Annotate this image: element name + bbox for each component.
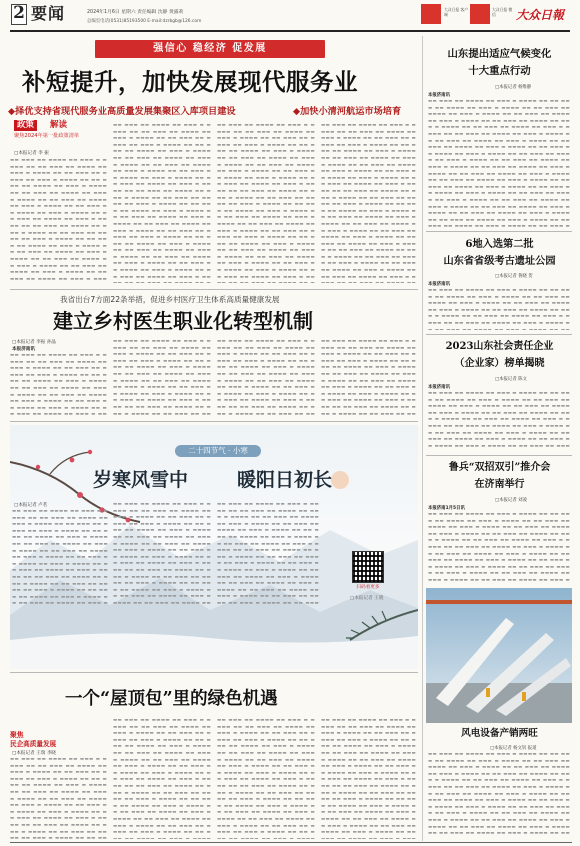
- plum-branch-2: [50, 452, 90, 474]
- doctor-headline: 建立乡村医生职业化转型机制: [53, 309, 313, 333]
- wind-caption: 风电设备产销两旺: [461, 728, 538, 739]
- lead-subhead-1: ◆择优支持省现代服务业高质量发展集聚区入库项目建设: [8, 106, 236, 117]
- solar-term-body-col-1: ▬▬ ▬▬▬ ▬▬ ▬▬▬▬ ▬▬ ▬▬▬ ▬ ▬▬▬▬ ▬▬ ▬▬ ▬▬▬ ▬▬ ▬▬▬▬ ▬▬ ▬▬▬ ▬ ▬▬▬▬ ▬▬ ▬▬ ▬▬▬ ▬▬ ▬▬▬▬ ▬▬ ▬▬▬ ▬ ▬▬▬▬ ▬▬ ▬▬ ▬▬▬ ▬▬ ▬▬▬▬ ▬▬ ▬▬▬ ▬ ▬▬▬▬ ▬▬ ▬▬ ▬▬▬ ▬▬ ▬▬▬▬ ▬▬ ▬▬▬ ▬ ▬▬▬▬ ▬▬ ▬▬ ▬▬▬ ▬▬ ▬▬▬▬ ▬▬ ▬▬▬ ▬ ▬▬▬▬ ▬▬ ▬▬ ▬▬▬ ▬▬ ▬▬▬▬ ▬▬ ▬▬▬ ▬ ▬▬▬▬ ▬▬ ▬▬ ▬▬▬ ▬▬ ▬▬▬▬ ▬▬ ▬▬▬ ▬ ▬▬▬▬ ▬▬ ▬▬ ▬▬▬ ▬▬ ▬▬▬▬ ▬▬ ▬▬▬ ▬ ▬▬▬▬ ▬▬ ▬▬ ▬▬▬ ▬▬ ▬▬▬▬ ▬▬ ▬▬▬ ▬ ▬▬▬▬ ▬▬ ▬▬ ▬▬▬ ▬▬ ▬▬▬▬ ▬▬ ▬▬▬ ▬ ▬▬▬▬ ▬▬ ▬▬ ▬▬▬ ▬▬ ▬▬▬▬ ▬▬ ▬▬▬ ▬: [12, 509, 108, 605]
- solar-term-bottom-rule: [10, 672, 418, 673]
- solar-term-headline-2: 暖阳日初长: [237, 469, 333, 491]
- doctor-bottom-rule: [10, 421, 418, 422]
- green-body-col-2: ▬▬ ▬▬▬ ▬▬ ▬▬▬▬ ▬▬ ▬▬▬ ▬ ▬▬▬▬ ▬▬ ▬▬ ▬▬▬ ▬▬ ▬▬▬▬ ▬▬ ▬▬▬ ▬ ▬▬▬▬ ▬▬ ▬▬ ▬▬▬ ▬▬ ▬▬▬▬ ▬▬ ▬▬▬ ▬ ▬▬▬▬ ▬▬ ▬▬ ▬▬▬ ▬▬ ▬▬▬▬ ▬▬ ▬▬▬ ▬ ▬▬▬▬ ▬▬ ▬▬ ▬▬▬ ▬▬ ▬▬▬▬ ▬▬ ▬▬▬ ▬ ▬▬▬▬ ▬▬ ▬▬ ▬▬▬ ▬▬ ▬▬▬▬ ▬▬ ▬▬▬ ▬ ▬▬▬▬ ▬▬ ▬▬ ▬▬▬ ▬▬ ▬▬▬▬ ▬▬ ▬▬▬ ▬ ▬▬▬▬ ▬▬ ▬▬ ▬▬▬ ▬▬ ▬▬▬▬ ▬▬ ▬▬▬ ▬ ▬▬▬▬ ▬▬ ▬▬ ▬▬▬ ▬▬ ▬▬▬▬ ▬▬ ▬▬▬ ▬ ▬▬▬▬ ▬▬ ▬▬ ▬▬▬ ▬▬ ▬▬▬▬ ▬▬ ▬▬▬ ▬ ▬▬▬▬ ▬▬ ▬▬ ▬▬▬ ▬▬ ▬▬▬▬ ▬▬ ▬▬▬ ▬ ▬▬▬▬ ▬▬ ▬▬ ▬▬▬ ▬▬ ▬▬▬▬ ▬▬ ▬▬▬ ▬ ▬▬▬▬ ▬▬ ▬▬ ▬▬▬ ▬▬ ▬▬▬▬ ▬▬ ▬▬▬ ▬ ▬▬▬▬ ▬▬ ▬▬ ▬▬▬ ▬▬ ▬▬▬▬ ▬▬ ▬▬▬ ▬ ▬▬▬▬ ▬▬ ▬▬ ▬: [113, 718, 211, 836]
- doctor-intro: 本报济南讯: [12, 347, 35, 352]
- lead-banner-text: 强信心 稳经济 促发展: [153, 43, 267, 54]
- wind-body: ▬▬ ▬▬▬ ▬▬ ▬▬▬▬ ▬▬ ▬▬▬ ▬ ▬▬▬▬ ▬▬ ▬▬ ▬▬▬ ▬▬ ▬▬▬▬ ▬▬ ▬▬▬ ▬ ▬▬▬▬ ▬▬ ▬▬ ▬▬▬ ▬▬ ▬▬▬▬ ▬▬ ▬▬▬ ▬ ▬▬▬▬ ▬▬ ▬▬ ▬▬▬ ▬▬ ▬▬▬▬ ▬▬ ▬▬▬ ▬ ▬▬▬▬ ▬▬ ▬▬ ▬▬▬ ▬▬ ▬▬▬▬ ▬▬ ▬▬▬ ▬ ▬▬▬▬ ▬▬ ▬▬ ▬▬▬ ▬▬ ▬▬▬▬ ▬▬ ▬▬▬ ▬ ▬▬▬▬ ▬▬ ▬▬ ▬▬▬ ▬▬ ▬▬▬▬ ▬▬ ▬▬▬ ▬ ▬▬▬▬ ▬▬ ▬▬ ▬▬▬ ▬▬ ▬▬▬▬ ▬▬ ▬▬▬ ▬ ▬▬▬▬ ▬▬ ▬▬ ▬▬▬ ▬▬ ▬▬▬▬ ▬▬ ▬▬▬ ▬ ▬▬▬▬ ▬▬ ▬▬ ▬▬▬ ▬▬ ▬▬▬▬ ▬▬ ▬▬▬ ▬ ▬▬▬▬ ▬▬ ▬▬ ▬▬▬ ▬▬ ▬▬▬▬ ▬▬ ▬▬▬ ▬ ▬▬▬▬ ▬▬ ▬▬ ▬▬▬ ▬▬ ▬▬▬▬ ▬▬ ▬▬▬ ▬ ▬▬▬▬ ▬▬ ▬▬ ▬▬▬ ▬▬ ▬▬▬▬ ▬▬ ▬▬▬ ▬ ▬▬▬▬ ▬▬ ▬▬ ▬▬▬ ▬▬ ▬▬▬▬ ▬▬ ▬▬▬ ▬ ▬▬▬▬ ▬▬ ▬▬ ▬▬▬ ▬▬ ▬▬▬▬ ▬▬ ▬▬▬ ▬ ▬▬▬▬ ▬▬ ▬▬: [428, 752, 570, 837]
- lubing-body: ▬▬ ▬▬▬ ▬▬ ▬▬▬▬ ▬▬ ▬▬▬ ▬ ▬▬▬▬ ▬▬ ▬▬ ▬▬▬ ▬▬ ▬▬▬▬ ▬▬ ▬▬▬ ▬ ▬▬▬▬ ▬▬ ▬▬ ▬▬▬ ▬▬ ▬▬▬▬ ▬▬ ▬▬▬ ▬ ▬▬▬▬ ▬▬ ▬▬ ▬▬▬ ▬▬ ▬▬▬▬ ▬▬ ▬▬▬ ▬ ▬▬▬▬ ▬▬ ▬▬ ▬▬▬ ▬▬ ▬▬▬▬ ▬▬ ▬▬▬ ▬ ▬▬▬▬ ▬▬ ▬▬ ▬▬▬ ▬▬ ▬▬▬▬ ▬▬ ▬▬▬ ▬ ▬▬▬▬ ▬▬ ▬▬ ▬▬▬ ▬▬ ▬▬▬▬ ▬▬ ▬▬▬ ▬ ▬▬▬▬ ▬▬ ▬▬ ▬▬▬ ▬▬ ▬▬▬▬ ▬▬ ▬▬▬ ▬ ▬▬▬▬ ▬▬ ▬▬ ▬▬▬ ▬▬ ▬▬▬▬ ▬▬ ▬▬▬ ▬ ▬▬▬▬ ▬▬ ▬▬ ▬▬▬ ▬▬ ▬▬▬▬ ▬▬ ▬▬▬ ▬ ▬▬▬▬ ▬▬ ▬▬ ▬▬▬ ▬▬ ▬▬▬▬ ▬▬ ▬▬▬ ▬ ▬▬▬▬ ▬▬ ▬▬ ▬▬▬ ▬▬ ▬▬▬▬ ▬▬ ▬▬▬ ▬ ▬▬▬▬ ▬▬ ▬▬ ▬▬▬ ▬▬ ▬▬▬▬ ▬▬ ▬▬▬ ▬: [428, 512, 570, 582]
- green-headline: 一个“屋顶包”里的绿色机遇: [65, 689, 278, 709]
- sites-rule: [426, 334, 572, 335]
- green-tag-2: 民企高质量发展: [10, 740, 57, 748]
- lead-subhead-2: ◆加快小清河航运市场培育: [293, 106, 402, 117]
- solar-term-body-col-3: ▬▬ ▬▬▬ ▬▬ ▬▬▬▬ ▬▬ ▬▬▬ ▬ ▬▬▬▬ ▬▬ ▬▬ ▬▬▬ ▬▬ ▬▬▬▬ ▬▬ ▬▬▬ ▬ ▬▬▬▬ ▬▬ ▬▬ ▬▬▬ ▬▬ ▬▬▬▬ ▬▬ ▬▬▬ ▬ ▬▬▬▬ ▬▬ ▬▬ ▬▬▬ ▬▬ ▬▬▬▬ ▬▬ ▬▬▬ ▬ ▬▬▬▬ ▬▬ ▬▬ ▬▬▬ ▬▬ ▬▬▬▬ ▬▬ ▬▬▬ ▬ ▬▬▬▬ ▬▬ ▬▬ ▬▬▬ ▬▬ ▬▬▬▬ ▬▬ ▬▬▬ ▬ ▬▬▬▬ ▬▬ ▬▬ ▬▬▬ ▬▬ ▬▬▬▬ ▬▬ ▬▬▬ ▬ ▬▬▬▬ ▬▬ ▬▬ ▬▬▬ ▬▬ ▬▬▬▬ ▬▬ ▬▬▬ ▬ ▬▬▬▬ ▬▬ ▬▬ ▬▬▬ ▬▬ ▬▬▬▬ ▬▬ ▬▬▬ ▬ ▬▬▬▬ ▬▬ ▬▬ ▬▬▬ ▬▬ ▬▬▬▬ ▬▬ ▬▬▬ ▬ ▬▬▬▬ ▬▬ ▬▬ ▬▬▬ ▬▬ ▬▬▬▬ ▬▬ ▬▬▬ ▬ ▬▬▬▬ ▬▬ ▬▬ ▬▬▬ ▬▬ ▬▬▬▬ ▬▬ ▬▬▬ ▬ ▬▬▬▬ ▬▬ ▬▬ ▬▬▬ ▬▬ ▬▬▬▬ ▬▬ ▬▬▬ ▬ ▬▬▬▬ ▬▬ ▬▬ ▬▬▬: [217, 502, 319, 605]
- sites-body: ▬▬ ▬▬▬ ▬▬ ▬▬▬▬ ▬▬ ▬▬▬ ▬ ▬▬▬▬ ▬▬ ▬▬ ▬▬▬ ▬▬ ▬▬▬▬ ▬▬ ▬▬▬ ▬ ▬▬▬▬ ▬▬ ▬▬ ▬▬▬ ▬▬ ▬▬▬▬ ▬▬ ▬▬▬ ▬ ▬▬▬▬ ▬▬ ▬▬ ▬▬▬ ▬▬ ▬▬▬▬ ▬▬ ▬▬▬ ▬ ▬▬▬▬ ▬▬ ▬▬ ▬▬▬ ▬▬ ▬▬▬▬ ▬▬ ▬▬▬ ▬ ▬▬▬▬ ▬▬ ▬▬ ▬▬▬ ▬▬ ▬▬▬▬ ▬▬ ▬▬▬ ▬ ▬▬▬▬ ▬▬ ▬▬ ▬▬▬ ▬▬ ▬▬▬▬ ▬▬ ▬▬▬ ▬ ▬▬▬▬ ▬: [428, 288, 570, 326]
- wind-byline: □本报记者 杨文钊 报道: [490, 746, 537, 751]
- solar-term-credit: □本报记者 王晓: [350, 596, 384, 601]
- solar-term-headline-1: 岁寒风雪中: [93, 469, 189, 491]
- csr-intro: 本报济南讯: [428, 385, 450, 390]
- lead-headline: 补短提升，加快发展现代服务业: [22, 68, 358, 96]
- date-line: 2024年1月6日 星期六 责任编辑 沈静 黄露莉: [87, 10, 184, 15]
- app-qr-1: [421, 4, 441, 24]
- winter-sun: [331, 471, 349, 489]
- doctor-byline: □本报记者 李振 孙晶: [12, 340, 57, 345]
- lead-byline: □本报记者 李 振: [14, 151, 49, 156]
- climate-byline: □本报记者 杨维静: [495, 85, 532, 90]
- plum-blossom: [77, 492, 83, 498]
- doctor-body-col-1: ▬▬ ▬▬▬ ▬▬ ▬▬▬▬ ▬▬ ▬▬▬ ▬ ▬▬▬▬ ▬▬ ▬▬ ▬▬▬ ▬▬ ▬▬▬▬ ▬▬ ▬▬▬ ▬ ▬▬▬▬ ▬▬ ▬▬ ▬▬▬ ▬▬ ▬▬▬▬ ▬▬ ▬▬▬ ▬ ▬▬▬▬ ▬▬ ▬▬ ▬▬▬ ▬▬ ▬▬▬▬ ▬▬ ▬▬▬ ▬ ▬▬▬▬ ▬▬ ▬▬ ▬▬▬ ▬▬ ▬▬▬▬ ▬▬ ▬▬▬ ▬ ▬▬▬▬ ▬▬ ▬▬ ▬▬▬ ▬▬ ▬▬▬▬ ▬▬ ▬▬▬ ▬ ▬▬▬▬ ▬▬ ▬▬ ▬▬▬ ▬▬ ▬▬▬▬ ▬▬ ▬▬▬ ▬ ▬▬▬▬ ▬▬ ▬▬ ▬▬▬ ▬▬ ▬▬▬▬ ▬▬ ▬▬▬ ▬ ▬▬: [10, 353, 107, 417]
- crane-beam: [426, 600, 572, 604]
- wind-turbine-photo: [426, 588, 572, 723]
- sites-byline: □本报记者 鲁晓 贺: [495, 274, 533, 279]
- csr-headline-1: 2023山东社会责任企业: [445, 341, 554, 352]
- section-name: 要闻: [31, 4, 66, 23]
- sites-headline-2: 山东省省级考古遗址公园: [443, 255, 556, 267]
- policy-tag-2: 解读: [50, 120, 68, 130]
- contact-line: 总编室电话(0531)85193500 E-mail:dzrbgb@126.com: [87, 19, 202, 24]
- green-body-col-1: ▬▬ ▬▬▬ ▬▬ ▬▬▬▬ ▬▬ ▬▬▬ ▬ ▬▬▬▬ ▬▬ ▬▬ ▬▬▬ ▬▬ ▬▬▬▬ ▬▬ ▬▬▬ ▬ ▬▬▬▬ ▬▬ ▬▬ ▬▬▬ ▬▬ ▬▬▬▬ ▬▬ ▬▬▬ ▬ ▬▬▬▬ ▬▬ ▬▬ ▬▬▬ ▬▬ ▬▬▬▬ ▬▬ ▬▬▬ ▬ ▬▬▬▬ ▬▬ ▬▬ ▬▬▬ ▬▬ ▬▬▬▬ ▬▬ ▬▬▬ ▬ ▬▬▬▬ ▬▬ ▬▬ ▬▬▬ ▬▬ ▬▬▬▬ ▬▬ ▬▬▬ ▬ ▬▬▬▬ ▬▬ ▬▬ ▬▬▬ ▬▬ ▬▬▬▬ ▬▬ ▬▬▬ ▬ ▬▬▬▬ ▬▬ ▬▬ ▬▬▬ ▬▬ ▬▬▬▬ ▬▬ ▬▬▬ ▬ ▬▬▬▬ ▬▬ ▬▬ ▬▬▬ ▬▬ ▬▬▬▬ ▬▬ ▬▬▬ ▬ ▬▬▬▬ ▬▬ ▬▬ ▬▬▬ ▬▬ ▬▬▬▬ ▬▬ ▬▬▬ ▬ ▬▬▬▬ ▬▬ ▬▬ ▬▬: [10, 757, 107, 839]
- masthead-rule: [10, 30, 570, 32]
- worker: [522, 692, 526, 701]
- climate-headline-1: 山东提出适应气候变化: [447, 48, 552, 60]
- lubing-intro: 本报济南1月5日讯: [428, 506, 465, 511]
- climate-intro: 本报济南讯: [428, 93, 450, 98]
- qr-code[interactable]: [352, 551, 384, 583]
- csr-headline-2: （企业家）榜单揭晓: [454, 358, 545, 369]
- sites-intro: 本报济南讯: [428, 282, 450, 287]
- lead-bottom-rule: [10, 289, 418, 290]
- page-bottom-rule: [10, 842, 572, 843]
- lubing-headline-2: 在济南举行: [474, 479, 525, 490]
- solar-term-byline: □本报记者 卢茗: [14, 503, 48, 508]
- lead-body-col-4: ▬▬ ▬▬▬ ▬▬ ▬▬▬▬ ▬▬ ▬▬▬ ▬ ▬▬▬▬ ▬▬ ▬▬ ▬▬▬ ▬▬ ▬▬▬▬ ▬▬ ▬▬▬ ▬ ▬▬▬▬ ▬▬ ▬▬ ▬▬▬ ▬▬ ▬▬▬▬ ▬▬ ▬▬▬ ▬ ▬▬▬▬ ▬▬ ▬▬ ▬▬▬ ▬▬ ▬▬▬▬ ▬▬ ▬▬▬ ▬ ▬▬▬▬ ▬▬ ▬▬ ▬▬▬ ▬▬ ▬▬▬▬ ▬▬ ▬▬▬ ▬ ▬▬▬▬ ▬▬ ▬▬ ▬▬▬ ▬▬ ▬▬▬▬ ▬▬ ▬▬▬ ▬ ▬▬▬▬ ▬▬ ▬▬ ▬▬▬ ▬▬ ▬▬▬▬ ▬▬ ▬▬▬ ▬ ▬▬▬▬ ▬▬ ▬▬ ▬▬▬ ▬▬ ▬▬▬▬ ▬▬ ▬▬▬ ▬ ▬▬▬▬ ▬▬ ▬▬ ▬▬▬ ▬▬ ▬▬▬▬ ▬▬ ▬▬▬ ▬ ▬▬▬▬ ▬▬ ▬▬ ▬▬▬ ▬▬ ▬▬▬▬ ▬▬ ▬▬▬ ▬ ▬▬▬▬ ▬▬ ▬▬ ▬▬▬ ▬▬ ▬▬▬▬ ▬▬ ▬▬▬ ▬ ▬▬▬▬ ▬▬ ▬▬ ▬▬▬ ▬▬ ▬▬▬▬ ▬▬ ▬▬▬ ▬ ▬▬▬▬ ▬▬ ▬▬ ▬▬▬ ▬▬ ▬▬▬▬ ▬▬ ▬▬▬ ▬ ▬▬▬▬ ▬▬ ▬▬ ▬▬▬ ▬▬ ▬▬▬▬ ▬▬ ▬▬▬ ▬ ▬▬▬▬ ▬▬ ▬▬ ▬▬▬ ▬▬ ▬▬▬▬ ▬▬ ▬▬▬ ▬ ▬▬▬▬ ▬▬ ▬▬ ▬▬▬ ▬▬ ▬▬▬▬ ▬▬ ▬▬▬ ▬ ▬▬▬▬ ▬▬ ▬▬ ▬▬▬ ▬▬ ▬▬▬▬ ▬▬ ▬▬▬ ▬ ▬▬▬▬ ▬▬ ▬▬ ▬▬▬ ▬▬ ▬▬▬▬ ▬▬ ▬▬▬ ▬ ▬▬▬▬ ▬▬ ▬▬ ▬▬▬ ▬▬ ▬▬▬▬ ▬▬ ▬▬▬ ▬ ▬: [321, 123, 416, 280]
- app-label-1: 大众日报 客户端: [444, 7, 468, 17]
- climate-rule: [426, 231, 572, 232]
- climate-body: ▬▬ ▬▬▬ ▬▬ ▬▬▬▬ ▬▬ ▬▬▬ ▬ ▬▬▬▬ ▬▬ ▬▬ ▬▬▬ ▬▬ ▬▬▬▬ ▬▬ ▬▬▬ ▬ ▬▬▬▬ ▬▬ ▬▬ ▬▬▬ ▬▬ ▬▬▬▬ ▬▬ ▬▬▬ ▬ ▬▬▬▬ ▬▬ ▬▬ ▬▬▬ ▬▬ ▬▬▬▬ ▬▬ ▬▬▬ ▬ ▬▬▬▬ ▬▬ ▬▬ ▬▬▬ ▬▬ ▬▬▬▬ ▬▬ ▬▬▬ ▬ ▬▬▬▬ ▬▬ ▬▬ ▬▬▬ ▬▬ ▬▬▬▬ ▬▬ ▬▬▬ ▬ ▬▬▬▬ ▬▬ ▬▬ ▬▬▬ ▬▬ ▬▬▬▬ ▬▬ ▬▬▬ ▬ ▬▬▬▬ ▬▬ ▬▬ ▬▬▬ ▬▬ ▬▬▬▬ ▬▬ ▬▬▬ ▬ ▬▬▬▬ ▬▬ ▬▬ ▬▬▬ ▬▬ ▬▬▬▬ ▬▬ ▬▬▬ ▬ ▬▬▬▬ ▬▬ ▬▬ ▬▬▬ ▬▬ ▬▬▬▬ ▬▬ ▬▬▬ ▬ ▬▬▬▬ ▬▬ ▬▬ ▬▬▬ ▬▬ ▬▬▬▬ ▬▬ ▬▬▬ ▬ ▬▬▬▬ ▬▬ ▬▬ ▬▬▬ ▬▬ ▬▬▬▬ ▬▬ ▬▬▬ ▬ ▬▬▬▬ ▬▬ ▬▬ ▬▬▬ ▬▬ ▬▬▬▬ ▬▬ ▬▬▬ ▬ ▬▬▬▬ ▬▬ ▬▬ ▬▬▬ ▬▬ ▬▬▬▬ ▬▬ ▬▬▬ ▬ ▬▬▬▬ ▬▬ ▬▬ ▬▬▬ ▬▬ ▬▬▬▬ ▬▬ ▬▬▬ ▬ ▬▬▬▬ ▬▬ ▬▬ ▬▬▬ ▬▬ ▬▬▬▬ ▬▬ ▬▬▬ ▬ ▬▬▬▬ ▬▬ ▬▬ ▬▬▬ ▬▬ ▬▬▬▬ ▬▬ ▬▬▬ ▬ ▬▬▬▬ ▬▬ ▬▬ ▬▬▬ ▬▬ ▬▬▬▬ ▬▬ ▬▬▬ ▬ ▬▬▬▬ ▬▬ ▬▬ ▬▬▬ ▬▬ ▬▬▬▬ ▬▬ ▬▬▬ ▬ ▬▬▬▬ ▬▬ ▬▬ ▬▬▬ ▬▬ ▬▬▬▬ ▬▬ ▬▬▬ ▬ ▬▬▬▬ ▬▬ ▬▬ ▬▬▬ ▬▬ ▬▬▬▬ ▬▬ ▬▬▬ ▬ ▬▬▬▬ ▬▬ ▬▬ ▬▬▬ ▬▬ ▬▬▬▬ ▬▬ ▬▬▬ ▬ ▬▬▬▬ ▬▬ ▬▬ ▬▬▬ ▬▬ ▬▬▬▬ ▬▬ ▬▬▬ ▬ ▬▬▬▬ ▬▬ ▬▬ ▬▬▬ ▬: [428, 99, 570, 227]
- sidebar-divider: [422, 36, 423, 841]
- csr-rule: [426, 455, 572, 456]
- plum-blossom: [36, 465, 40, 469]
- climate-headline-2: 十大重点行动: [468, 65, 531, 77]
- doctor-body-col-4: ▬▬ ▬▬▬ ▬▬ ▬▬▬▬ ▬▬ ▬▬▬ ▬ ▬▬▬▬ ▬▬ ▬▬ ▬▬▬ ▬▬ ▬▬▬▬ ▬▬ ▬▬▬ ▬ ▬▬▬▬ ▬▬ ▬▬ ▬▬▬ ▬▬ ▬▬▬▬ ▬▬ ▬▬▬ ▬ ▬▬▬▬ ▬▬ ▬▬ ▬▬▬ ▬▬ ▬▬▬▬ ▬▬ ▬▬▬ ▬ ▬▬▬▬ ▬▬ ▬▬ ▬▬▬ ▬▬ ▬▬▬▬ ▬▬ ▬▬▬ ▬ ▬▬▬▬ ▬▬ ▬▬ ▬▬▬ ▬▬ ▬▬▬▬ ▬▬ ▬▬▬ ▬ ▬▬▬▬ ▬▬ ▬▬ ▬▬▬ ▬▬ ▬▬▬▬ ▬▬ ▬▬▬ ▬ ▬▬▬▬ ▬▬ ▬▬ ▬▬▬ ▬▬ ▬▬▬▬ ▬▬ ▬▬▬ ▬ ▬▬▬▬ ▬▬ ▬▬ ▬▬▬ ▬▬ ▬▬▬▬ ▬▬ ▬▬▬ ▬ ▬▬▬▬ ▬▬ ▬▬ ▬▬▬ ▬▬ ▬▬: [321, 339, 416, 417]
- lubing-headline-1: 鲁兵“双招双引”推介会: [448, 462, 551, 473]
- green-body-col-4: ▬▬ ▬▬▬ ▬▬ ▬▬▬▬ ▬▬ ▬▬▬ ▬ ▬▬▬▬ ▬▬ ▬▬ ▬▬▬ ▬▬ ▬▬▬▬ ▬▬ ▬▬▬ ▬ ▬▬▬▬ ▬▬ ▬▬ ▬▬▬ ▬▬ ▬▬▬▬ ▬▬ ▬▬▬ ▬ ▬▬▬▬ ▬▬ ▬▬ ▬▬▬ ▬▬ ▬▬▬▬ ▬▬ ▬▬▬ ▬ ▬▬▬▬ ▬▬ ▬▬ ▬▬▬ ▬▬ ▬▬▬▬ ▬▬ ▬▬▬ ▬ ▬▬▬▬ ▬▬ ▬▬ ▬▬▬ ▬▬ ▬▬▬▬ ▬▬ ▬▬▬ ▬ ▬▬▬▬ ▬▬ ▬▬ ▬▬▬ ▬▬ ▬▬▬▬ ▬▬ ▬▬▬ ▬ ▬▬▬▬ ▬▬ ▬▬ ▬▬▬ ▬▬ ▬▬▬▬ ▬▬ ▬▬▬ ▬ ▬▬▬▬ ▬▬ ▬▬ ▬▬▬ ▬▬ ▬▬▬▬ ▬▬ ▬▬▬ ▬ ▬▬▬▬ ▬▬ ▬▬ ▬▬▬ ▬▬ ▬▬▬▬ ▬▬ ▬▬▬ ▬ ▬▬▬▬ ▬▬ ▬▬ ▬▬▬ ▬▬ ▬▬▬▬ ▬▬ ▬▬▬ ▬ ▬▬▬▬ ▬▬ ▬▬ ▬▬▬ ▬▬ ▬▬▬▬ ▬▬ ▬▬▬ ▬ ▬▬▬▬ ▬▬ ▬▬ ▬▬▬ ▬▬ ▬▬▬▬ ▬▬ ▬▬▬ ▬ ▬▬▬▬ ▬▬ ▬▬ ▬▬▬ ▬▬ ▬▬▬▬ ▬▬ ▬▬▬ ▬ ▬▬▬▬ ▬▬ ▬▬: [321, 718, 416, 836]
- sites-headline-1: 6地入选第二批: [465, 238, 534, 250]
- green-tag: 聚焦: [10, 731, 24, 739]
- solar-term-badge: 二十四节气 · 小寒: [175, 445, 261, 457]
- doctor-body-col-3: ▬▬ ▬▬▬ ▬▬ ▬▬▬▬ ▬▬ ▬▬▬ ▬ ▬▬▬▬ ▬▬ ▬▬ ▬▬▬ ▬▬ ▬▬▬▬ ▬▬ ▬▬▬ ▬ ▬▬▬▬ ▬▬ ▬▬ ▬▬▬ ▬▬ ▬▬▬▬ ▬▬ ▬▬▬ ▬ ▬▬▬▬ ▬▬ ▬▬ ▬▬▬ ▬▬ ▬▬▬▬ ▬▬ ▬▬▬ ▬ ▬▬▬▬ ▬▬ ▬▬ ▬▬▬ ▬▬ ▬▬▬▬ ▬▬ ▬▬▬ ▬ ▬▬▬▬ ▬▬ ▬▬ ▬▬▬ ▬▬ ▬▬▬▬ ▬▬ ▬▬▬ ▬ ▬▬▬▬ ▬▬ ▬▬ ▬▬▬ ▬▬ ▬▬▬▬ ▬▬ ▬▬▬ ▬ ▬▬▬▬ ▬▬ ▬▬ ▬▬▬ ▬▬ ▬▬▬▬ ▬▬ ▬▬▬ ▬ ▬▬▬▬ ▬▬ ▬▬ ▬▬▬ ▬▬ ▬▬▬▬ ▬▬ ▬▬▬ ▬ ▬▬▬▬ ▬▬ ▬▬ ▬▬▬ ▬▬ ▬▬: [217, 339, 315, 417]
- green-byline: □本报记者 王瑞 李晓: [12, 751, 57, 756]
- lead-body-col-2: ▬▬ ▬▬▬ ▬▬ ▬▬▬▬ ▬▬ ▬▬▬ ▬ ▬▬▬▬ ▬▬ ▬▬ ▬▬▬ ▬▬ ▬▬▬▬ ▬▬ ▬▬▬ ▬ ▬▬▬▬ ▬▬ ▬▬ ▬▬▬ ▬▬ ▬▬▬▬ ▬▬ ▬▬▬ ▬ ▬▬▬▬ ▬▬ ▬▬ ▬▬▬ ▬▬ ▬▬▬▬ ▬▬ ▬▬▬ ▬ ▬▬▬▬ ▬▬ ▬▬ ▬▬▬ ▬▬ ▬▬▬▬ ▬▬ ▬▬▬ ▬ ▬▬▬▬ ▬▬ ▬▬ ▬▬▬ ▬▬ ▬▬▬▬ ▬▬ ▬▬▬ ▬ ▬▬▬▬ ▬▬ ▬▬ ▬▬▬ ▬▬ ▬▬▬▬ ▬▬ ▬▬▬ ▬ ▬▬▬▬ ▬▬ ▬▬ ▬▬▬ ▬▬ ▬▬▬▬ ▬▬ ▬▬▬ ▬ ▬▬▬▬ ▬▬ ▬▬ ▬▬▬ ▬▬ ▬▬▬▬ ▬▬ ▬▬▬ ▬ ▬▬▬▬ ▬▬ ▬▬ ▬▬▬ ▬▬ ▬▬▬▬ ▬▬ ▬▬▬ ▬ ▬▬▬▬ ▬▬ ▬▬ ▬▬▬ ▬▬ ▬▬▬▬ ▬▬ ▬▬▬ ▬ ▬▬▬▬ ▬▬ ▬▬ ▬▬▬ ▬▬ ▬▬▬▬ ▬▬ ▬▬▬ ▬ ▬▬▬▬ ▬▬ ▬▬ ▬▬▬ ▬▬ ▬▬▬▬ ▬▬ ▬▬▬ ▬ ▬▬▬▬ ▬▬ ▬▬ ▬▬▬ ▬▬ ▬▬▬▬ ▬▬ ▬▬▬ ▬ ▬▬▬▬ ▬▬ ▬▬ ▬▬▬ ▬▬ ▬▬▬▬ ▬▬ ▬▬▬ ▬ ▬▬▬▬ ▬▬ ▬▬ ▬▬▬ ▬▬ ▬▬▬▬ ▬▬ ▬▬▬ ▬ ▬▬▬▬ ▬▬ ▬▬ ▬▬▬ ▬▬ ▬▬▬▬ ▬▬ ▬▬▬ ▬ ▬▬▬▬ ▬▬ ▬▬ ▬▬▬ ▬▬ ▬▬▬▬ ▬▬ ▬▬▬ ▬ ▬▬▬▬ ▬▬ ▬▬ ▬▬▬ ▬▬ ▬▬▬▬ ▬▬ ▬▬▬ ▬ ▬▬: [113, 123, 211, 280]
- lubing-byline: □本报记者 刘凌: [495, 498, 527, 503]
- policy-tag: 政策: [14, 120, 37, 131]
- solar-term-body-col-2: ▬▬ ▬▬▬ ▬▬ ▬▬▬▬ ▬▬ ▬▬▬ ▬ ▬▬▬▬ ▬▬ ▬▬ ▬▬▬ ▬▬ ▬▬▬▬ ▬▬ ▬▬▬ ▬ ▬▬▬▬ ▬▬ ▬▬ ▬▬▬ ▬▬ ▬▬▬▬ ▬▬ ▬▬▬ ▬ ▬▬▬▬ ▬▬ ▬▬ ▬▬▬ ▬▬ ▬▬▬▬ ▬▬ ▬▬▬ ▬ ▬▬▬▬ ▬▬ ▬▬ ▬▬▬ ▬▬ ▬▬▬▬ ▬▬ ▬▬▬ ▬ ▬▬▬▬ ▬▬ ▬▬ ▬▬▬ ▬▬ ▬▬▬▬ ▬▬ ▬▬▬ ▬ ▬▬▬▬ ▬▬ ▬▬ ▬▬▬ ▬▬ ▬▬▬▬ ▬▬ ▬▬▬ ▬ ▬▬▬▬ ▬▬ ▬▬ ▬▬▬ ▬▬ ▬▬▬▬ ▬▬ ▬▬▬ ▬ ▬▬▬▬ ▬▬ ▬▬ ▬▬▬ ▬▬ ▬▬▬▬ ▬▬ ▬▬▬ ▬ ▬▬▬▬ ▬▬ ▬▬ ▬▬▬ ▬▬ ▬▬▬▬ ▬▬ ▬▬▬ ▬ ▬▬▬▬ ▬▬ ▬▬ ▬▬▬ ▬▬ ▬▬▬▬ ▬▬ ▬▬▬ ▬ ▬▬▬▬ ▬▬ ▬▬ ▬▬▬ ▬▬ ▬▬▬▬ ▬▬ ▬▬▬ ▬ ▬▬▬▬ ▬▬ ▬▬ ▬▬▬ ▬▬ ▬▬▬▬ ▬▬: [113, 502, 211, 605]
- lead-body-col-1: ▬▬ ▬▬▬ ▬▬ ▬▬▬▬ ▬▬ ▬▬▬ ▬ ▬▬▬▬ ▬▬ ▬▬ ▬▬▬ ▬▬ ▬▬▬▬ ▬▬ ▬▬▬ ▬ ▬▬▬▬ ▬▬ ▬▬ ▬▬▬ ▬▬ ▬▬▬▬ ▬▬ ▬▬▬ ▬ ▬▬▬▬ ▬▬ ▬▬ ▬▬▬ ▬▬ ▬▬▬▬ ▬▬ ▬▬▬ ▬ ▬▬▬▬ ▬▬ ▬▬ ▬▬▬ ▬▬ ▬▬▬▬ ▬▬ ▬▬▬ ▬ ▬▬▬▬ ▬▬ ▬▬ ▬▬▬ ▬▬ ▬▬▬▬ ▬▬ ▬▬▬ ▬ ▬▬▬▬ ▬▬ ▬▬ ▬▬▬ ▬▬ ▬▬▬▬ ▬▬ ▬▬▬ ▬ ▬▬▬▬ ▬▬ ▬▬ ▬▬▬ ▬▬ ▬▬▬▬ ▬▬ ▬▬▬ ▬ ▬▬▬▬ ▬▬ ▬▬ ▬▬▬ ▬▬ ▬▬▬▬ ▬▬ ▬▬▬ ▬ ▬▬▬▬ ▬▬ ▬▬ ▬▬▬ ▬▬ ▬▬▬▬ ▬▬ ▬▬▬ ▬ ▬▬▬▬ ▬▬ ▬▬ ▬▬▬ ▬▬ ▬▬▬▬ ▬▬ ▬▬▬ ▬ ▬▬▬▬ ▬▬ ▬▬ ▬▬▬ ▬▬ ▬▬▬▬ ▬▬ ▬▬▬ ▬ ▬▬▬▬ ▬▬ ▬▬ ▬▬▬ ▬▬ ▬▬▬▬ ▬▬ ▬▬▬ ▬ ▬▬▬▬ ▬▬ ▬▬ ▬▬▬ ▬▬ ▬▬▬▬ ▬▬ ▬▬▬ ▬ ▬▬▬▬ ▬▬ ▬▬ ▬▬▬ ▬▬ ▬▬▬▬ ▬▬ ▬▬▬ ▬ ▬▬▬: [10, 158, 107, 282]
- plum-blossom: [88, 450, 92, 454]
- plum-blossom: [70, 458, 75, 463]
- app-label-2: 大众日报 微信: [492, 7, 513, 17]
- page-number: 2: [13, 3, 25, 23]
- masthead: [0, 0, 580, 32]
- green-body-col-3: ▬▬ ▬▬▬ ▬▬ ▬▬▬▬ ▬▬ ▬▬▬ ▬ ▬▬▬▬ ▬▬ ▬▬ ▬▬▬ ▬▬ ▬▬▬▬ ▬▬ ▬▬▬ ▬ ▬▬▬▬ ▬▬ ▬▬ ▬▬▬ ▬▬ ▬▬▬▬ ▬▬ ▬▬▬ ▬ ▬▬▬▬ ▬▬ ▬▬ ▬▬▬ ▬▬ ▬▬▬▬ ▬▬ ▬▬▬ ▬ ▬▬▬▬ ▬▬ ▬▬ ▬▬▬ ▬▬ ▬▬▬▬ ▬▬ ▬▬▬ ▬ ▬▬▬▬ ▬▬ ▬▬ ▬▬▬ ▬▬ ▬▬▬▬ ▬▬ ▬▬▬ ▬ ▬▬▬▬ ▬▬ ▬▬ ▬▬▬ ▬▬ ▬▬▬▬ ▬▬ ▬▬▬ ▬ ▬▬▬▬ ▬▬ ▬▬ ▬▬▬ ▬▬ ▬▬▬▬ ▬▬ ▬▬▬ ▬ ▬▬▬▬ ▬▬ ▬▬ ▬▬▬ ▬▬ ▬▬▬▬ ▬▬ ▬▬▬ ▬ ▬▬▬▬ ▬▬ ▬▬ ▬▬▬ ▬▬ ▬▬▬▬ ▬▬ ▬▬▬ ▬ ▬▬▬▬ ▬▬ ▬▬ ▬▬▬ ▬▬ ▬▬▬▬ ▬▬ ▬▬▬ ▬ ▬▬▬▬ ▬▬ ▬▬ ▬▬▬ ▬▬ ▬▬▬▬ ▬▬ ▬▬▬ ▬ ▬▬▬▬ ▬▬ ▬▬ ▬▬▬ ▬▬ ▬▬▬▬ ▬▬ ▬▬▬ ▬ ▬▬▬▬ ▬▬ ▬▬ ▬▬▬ ▬▬ ▬▬▬▬ ▬▬ ▬▬▬ ▬ ▬▬▬▬ ▬▬ ▬▬ ▬: [217, 718, 315, 836]
- policy-sub: 聚焦2024年第一批政策清单: [14, 133, 80, 139]
- doctor-body-col-2: ▬▬ ▬▬▬ ▬▬ ▬▬▬▬ ▬▬ ▬▬▬ ▬ ▬▬▬▬ ▬▬ ▬▬ ▬▬▬ ▬▬ ▬▬▬▬ ▬▬ ▬▬▬ ▬ ▬▬▬▬ ▬▬ ▬▬ ▬▬▬ ▬▬ ▬▬▬▬ ▬▬ ▬▬▬ ▬ ▬▬▬▬ ▬▬ ▬▬ ▬▬▬ ▬▬ ▬▬▬▬ ▬▬ ▬▬▬ ▬ ▬▬▬▬ ▬▬ ▬▬ ▬▬▬ ▬▬ ▬▬▬▬ ▬▬ ▬▬▬ ▬ ▬▬▬▬ ▬▬ ▬▬ ▬▬▬ ▬▬ ▬▬▬▬ ▬▬ ▬▬▬ ▬ ▬▬▬▬ ▬▬ ▬▬ ▬▬▬ ▬▬ ▬▬▬▬ ▬▬ ▬▬▬ ▬ ▬▬▬▬ ▬▬ ▬▬ ▬▬▬ ▬▬ ▬▬▬▬ ▬▬ ▬▬▬ ▬ ▬▬▬▬ ▬▬ ▬▬ ▬▬▬ ▬▬ ▬▬▬▬ ▬▬ ▬▬▬ ▬ ▬▬▬▬ ▬▬ ▬▬ ▬▬▬ ▬▬ ▬▬: [113, 339, 211, 417]
- newspaper-logo: 大众日報: [516, 8, 565, 22]
- worker: [486, 688, 490, 697]
- app-qr-2: [470, 4, 490, 24]
- csr-body: ▬▬ ▬▬▬ ▬▬ ▬▬▬▬ ▬▬ ▬▬▬ ▬ ▬▬▬▬ ▬▬ ▬▬ ▬▬▬ ▬▬ ▬▬▬▬ ▬▬ ▬▬▬ ▬ ▬▬▬▬ ▬▬ ▬▬ ▬▬▬ ▬▬ ▬▬▬▬ ▬▬ ▬▬▬ ▬ ▬▬▬▬ ▬▬ ▬▬ ▬▬▬ ▬▬ ▬▬▬▬ ▬▬ ▬▬▬ ▬ ▬▬▬▬ ▬▬ ▬▬ ▬▬▬ ▬▬ ▬▬▬▬ ▬▬ ▬▬▬ ▬ ▬▬▬▬ ▬▬ ▬▬ ▬▬▬ ▬▬ ▬▬▬▬ ▬▬ ▬▬▬ ▬ ▬▬▬▬ ▬▬ ▬▬ ▬▬▬ ▬▬ ▬▬▬▬ ▬▬ ▬▬▬ ▬ ▬▬▬▬ ▬▬ ▬▬ ▬▬▬ ▬▬ ▬▬▬▬ ▬▬ ▬▬▬ ▬ ▬▬▬▬ ▬▬ ▬▬ ▬▬▬ ▬▬ ▬▬▬▬ ▬▬ ▬▬▬ ▬ ▬▬▬▬ ▬▬ ▬▬ ▬▬▬ ▬▬ ▬▬▬▬ ▬▬ ▬▬▬ ▬ ▬▬▬▬ ▬▬ ▬▬ ▬▬▬ ▬▬ ▬▬▬: [428, 391, 570, 449]
- doctor-kicker: 我省出台7方面22条举措，促进乡村医疗卫生体系高质量健康发展: [60, 295, 280, 304]
- qr-caption: 扫码看更多: [356, 585, 380, 590]
- lead-body-col-3: ▬▬ ▬▬▬ ▬▬ ▬▬▬▬ ▬▬ ▬▬▬ ▬ ▬▬▬▬ ▬▬ ▬▬ ▬▬▬ ▬▬ ▬▬▬▬ ▬▬ ▬▬▬ ▬ ▬▬▬▬ ▬▬ ▬▬ ▬▬▬ ▬▬ ▬▬▬▬ ▬▬ ▬▬▬ ▬ ▬▬▬▬ ▬▬ ▬▬ ▬▬▬ ▬▬ ▬▬▬▬ ▬▬ ▬▬▬ ▬ ▬▬▬▬ ▬▬ ▬▬ ▬▬▬ ▬▬ ▬▬▬▬ ▬▬ ▬▬▬ ▬ ▬▬▬▬ ▬▬ ▬▬ ▬▬▬ ▬▬ ▬▬▬▬ ▬▬ ▬▬▬ ▬ ▬▬▬▬ ▬▬ ▬▬ ▬▬▬ ▬▬ ▬▬▬▬ ▬▬ ▬▬▬ ▬ ▬▬▬▬ ▬▬ ▬▬ ▬▬▬ ▬▬ ▬▬▬▬ ▬▬ ▬▬▬ ▬ ▬▬▬▬ ▬▬ ▬▬ ▬▬▬ ▬▬ ▬▬▬▬ ▬▬ ▬▬▬ ▬ ▬▬▬▬ ▬▬ ▬▬ ▬▬▬ ▬▬ ▬▬▬▬ ▬▬ ▬▬▬ ▬ ▬▬▬▬ ▬▬ ▬▬ ▬▬▬ ▬▬ ▬▬▬▬ ▬▬ ▬▬▬ ▬ ▬▬▬▬ ▬▬ ▬▬ ▬▬▬ ▬▬ ▬▬▬▬ ▬▬ ▬▬▬ ▬ ▬▬▬▬ ▬▬ ▬▬ ▬▬▬ ▬▬ ▬▬▬▬ ▬▬ ▬▬▬ ▬ ▬▬▬▬ ▬▬ ▬▬ ▬▬▬ ▬▬ ▬▬▬▬ ▬▬ ▬▬▬ ▬ ▬▬▬▬ ▬▬ ▬▬ ▬▬▬ ▬▬ ▬▬▬▬ ▬▬ ▬▬▬ ▬ ▬▬▬▬ ▬▬ ▬▬ ▬▬▬ ▬▬ ▬▬▬▬ ▬▬ ▬▬▬ ▬ ▬▬▬▬ ▬▬ ▬▬ ▬▬▬ ▬▬ ▬▬▬▬ ▬▬ ▬▬▬ ▬ ▬▬▬▬ ▬▬ ▬▬ ▬▬▬ ▬▬ ▬▬▬▬ ▬▬ ▬▬▬ ▬ ▬▬▬▬ ▬▬ ▬▬ ▬▬▬ ▬▬ ▬▬▬▬ ▬▬ ▬▬▬ ▬ ▬▬: [217, 123, 315, 280]
- csr-byline: □本报记者 陈文: [495, 377, 527, 382]
